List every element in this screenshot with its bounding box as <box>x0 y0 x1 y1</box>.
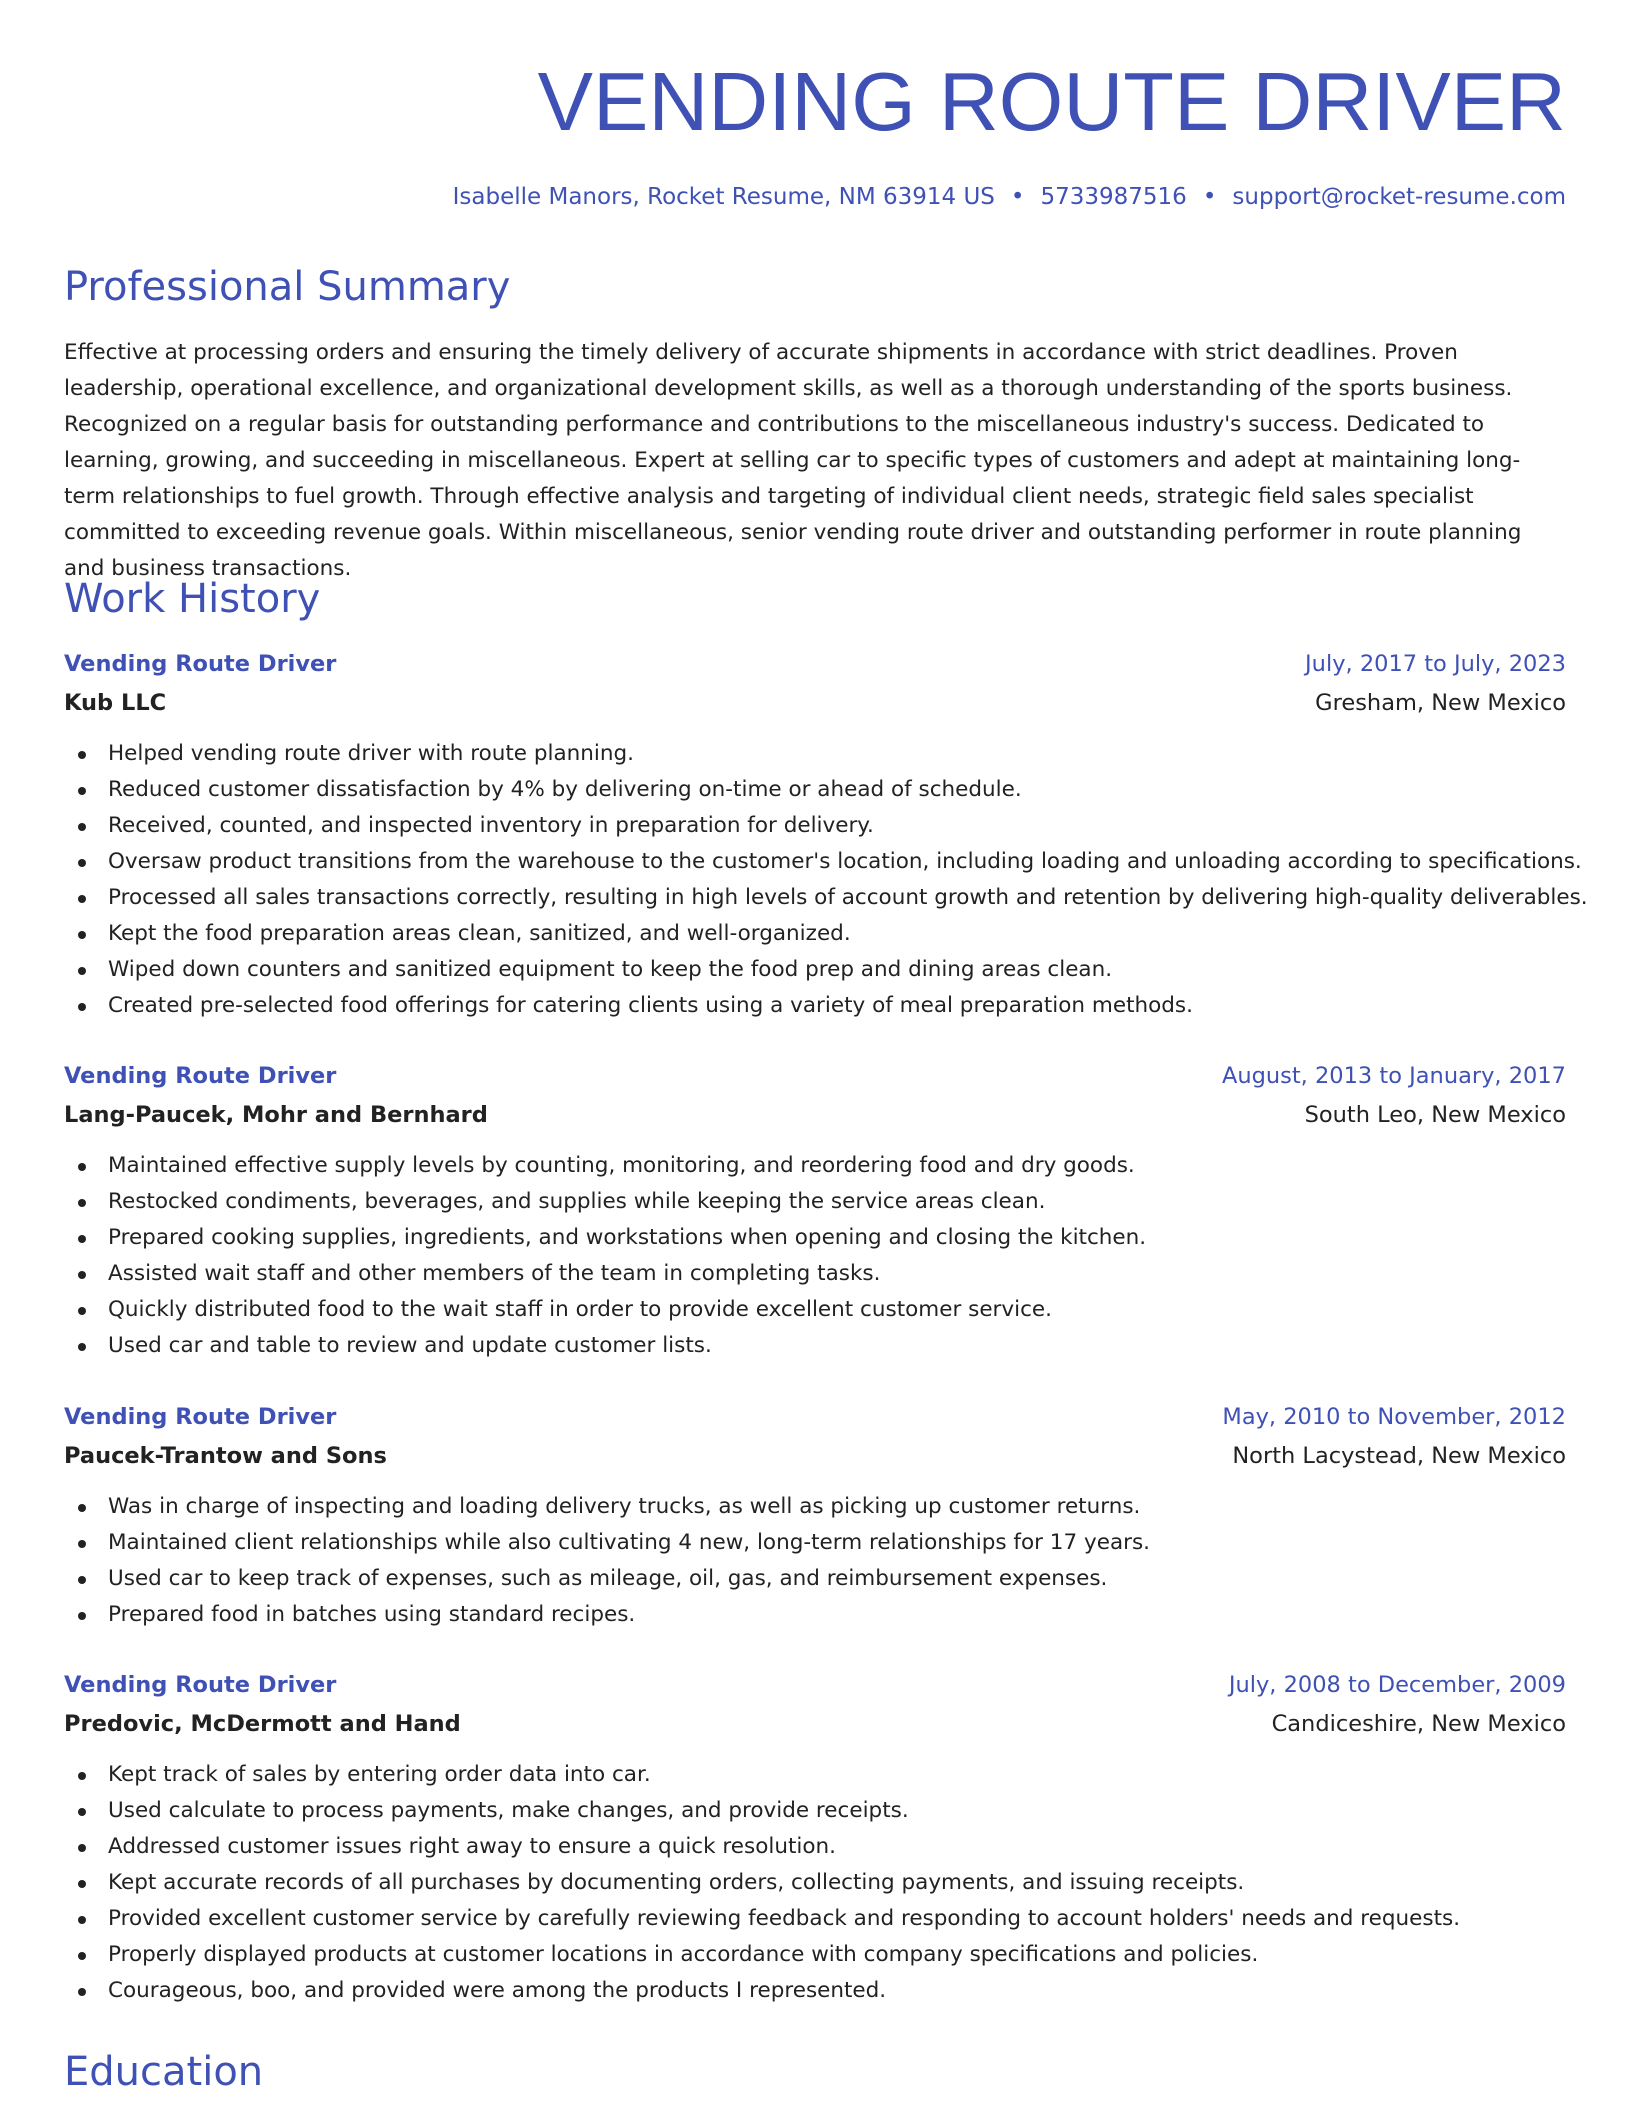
job-bullet: Processed all sales transactions correctly, resulting in high levels of account growth and retention by delivering high-quality deliverables. <box>64 880 1566 916</box>
job-bullet: Provided excellent customer service by carefully reviewing feedback and responding to account holders' needs and requests. <box>64 1901 1566 1937</box>
job-bullet: Courageous, boo, and provided were among the products I represented. <box>64 1973 1566 2009</box>
job-bullet: Was in charge of inspecting and loading delivery trucks, as well as picking up customer returns. <box>64 1489 1566 1525</box>
job-bullet: Addressed customer issues right away to ensure a quick resolution. <box>64 1829 1566 1865</box>
job-bullet: Used calculate to process payments, make changes, and provide receipts. <box>64 1793 1566 1829</box>
summary-text: Effective at processing orders and ensuring the timely delivery of accurate shipments in accordance with strict deadlines. Proven leadership, operational excellence, and organizational development skills, as well as a thorough understanding of the sports business. Recognized on a regular basis for outstanding performance and contributions to the miscellaneous industry's success. Dedicated to learning, growing, and succeeding in miscellaneous. Expert at selling car to specific types of customers and adept at maintaining long-term relationships to fuel growth. Through effective analysis and targeting of individual client needs, strategic field sales specialist committed to exceeding revenue goals. Within miscellaneous, senior vending route driver and outstanding performer in route planning and business transactions. <box>64 340 1522 581</box>
job-company: Predovic, McDermott and Hand <box>64 1711 461 1737</box>
job-bullet: Restocked condiments, beverages, and supplies while keeping the service areas clean. <box>64 1184 1566 1220</box>
job-bullet-list <box>64 1489 1566 1633</box>
job-location: Candiceshire, New Mexico <box>1271 1711 1566 1737</box>
job-location: North Lacystead, New Mexico <box>1232 1443 1566 1469</box>
job-entry <box>64 1398 1566 1633</box>
job-company: Paucek-Trantow and Sons <box>64 1443 387 1469</box>
job-bullet: Properly displayed products at customer locations in accordance with company specifications and policies. <box>64 1937 1566 1973</box>
resume-title: VENDING ROUTE DRIVER <box>537 55 1566 148</box>
job-bullet: Kept track of sales by entering order data into car. <box>64 1757 1566 1793</box>
job-bullet: Used car and table to review and update customer lists. <box>64 1328 1566 1364</box>
section-heading-education: Education <box>64 2049 264 2095</box>
job-bullet: Helped vending route driver with route planning. <box>64 736 1566 772</box>
job-bullet: Maintained effective supply levels by counting, monitoring, and reordering food and dry goods. <box>64 1148 1566 1184</box>
contact-line <box>453 180 1566 214</box>
job-location: South Leo, New Mexico <box>1304 1102 1566 1128</box>
job-bullet-list <box>64 736 1588 1024</box>
job-bullet-list <box>64 1148 1566 1364</box>
job-header-row <box>64 1057 1566 1096</box>
job-company-row <box>64 684 1566 723</box>
contact-phone: 5733987516 <box>1040 184 1187 210</box>
section-heading-summary: Professional Summary <box>64 264 511 310</box>
job-entry <box>64 1666 1566 2009</box>
job-company: Lang-Paucek, Mohr and Bernhard <box>64 1102 488 1128</box>
job-title: Vending Route Driver <box>64 1063 337 1089</box>
job-bullet-list <box>64 1757 1566 2009</box>
contact-address: Isabelle Manors, Rocket Resume, NM 63914 US <box>452 184 995 210</box>
job-header-row <box>64 1398 1566 1437</box>
contact-separator: • <box>1202 184 1217 210</box>
job-bullet: Wiped down counters and sanitized equipment to keep the food prep and dining areas clean. <box>64 952 1566 988</box>
job-dates: August, 2013 to January, 2017 <box>1221 1063 1566 1089</box>
job-entry <box>64 645 1588 1024</box>
job-entry <box>64 1057 1566 1364</box>
job-dates: May, 2010 to November, 2012 <box>1222 1404 1566 1430</box>
job-title: Vending Route Driver <box>64 651 337 677</box>
contact-email: support@rocket-resume.com <box>1232 184 1566 210</box>
job-company-row <box>64 1096 1566 1135</box>
job-bullet: Created pre-selected food offerings for catering clients using a variety of meal preparation methods. <box>64 988 1566 1024</box>
job-dates: July, 2017 to July, 2023 <box>1305 651 1566 677</box>
job-company: Kub LLC <box>64 690 167 716</box>
job-title: Vending Route Driver <box>64 1672 337 1698</box>
job-bullet: Received, counted, and inspected inventory in preparation for delivery. <box>64 808 1566 844</box>
job-bullet: Prepared cooking supplies, ingredients, and workstations when opening and closing the kitchen. <box>64 1220 1566 1256</box>
job-bullet: Kept the food preparation areas clean, sanitized, and well-organized. <box>64 916 1566 952</box>
job-bullet: Oversaw product transitions from the warehouse to the customer's location, including loading and unloading according to specifications. <box>64 844 1566 880</box>
job-title: Vending Route Driver <box>64 1404 337 1430</box>
job-header-row <box>64 645 1566 684</box>
job-bullet: Quickly distributed food to the wait staff in order to provide excellent customer service. <box>64 1292 1566 1328</box>
job-bullet: Prepared food in batches using standard recipes. <box>64 1597 1566 1633</box>
section-heading-work-history: Work History <box>64 576 321 622</box>
job-bullet: Reduced customer dissatisfaction by 4% by delivering on-time or ahead of schedule. <box>64 772 1566 808</box>
job-bullet: Maintained client relationships while also cultivating 4 new, long-term relationships for 17 years. <box>64 1525 1566 1561</box>
job-dates: July, 2008 to December, 2009 <box>1228 1672 1566 1698</box>
job-company-row <box>64 1437 1566 1476</box>
job-company-row <box>64 1705 1566 1744</box>
job-bullet: Used car to keep track of expenses, such as mileage, oil, gas, and reimbursement expenses. <box>64 1561 1566 1597</box>
job-bullet: Assisted wait staff and other members of the team in completing tasks. <box>64 1256 1566 1292</box>
contact-separator: • <box>1010 184 1025 210</box>
job-bullet: Kept accurate records of all purchases by documenting orders, collecting payments, and issuing receipts. <box>64 1865 1566 1901</box>
job-header-row <box>64 1666 1566 1705</box>
job-location: Gresham, New Mexico <box>1315 690 1566 716</box>
